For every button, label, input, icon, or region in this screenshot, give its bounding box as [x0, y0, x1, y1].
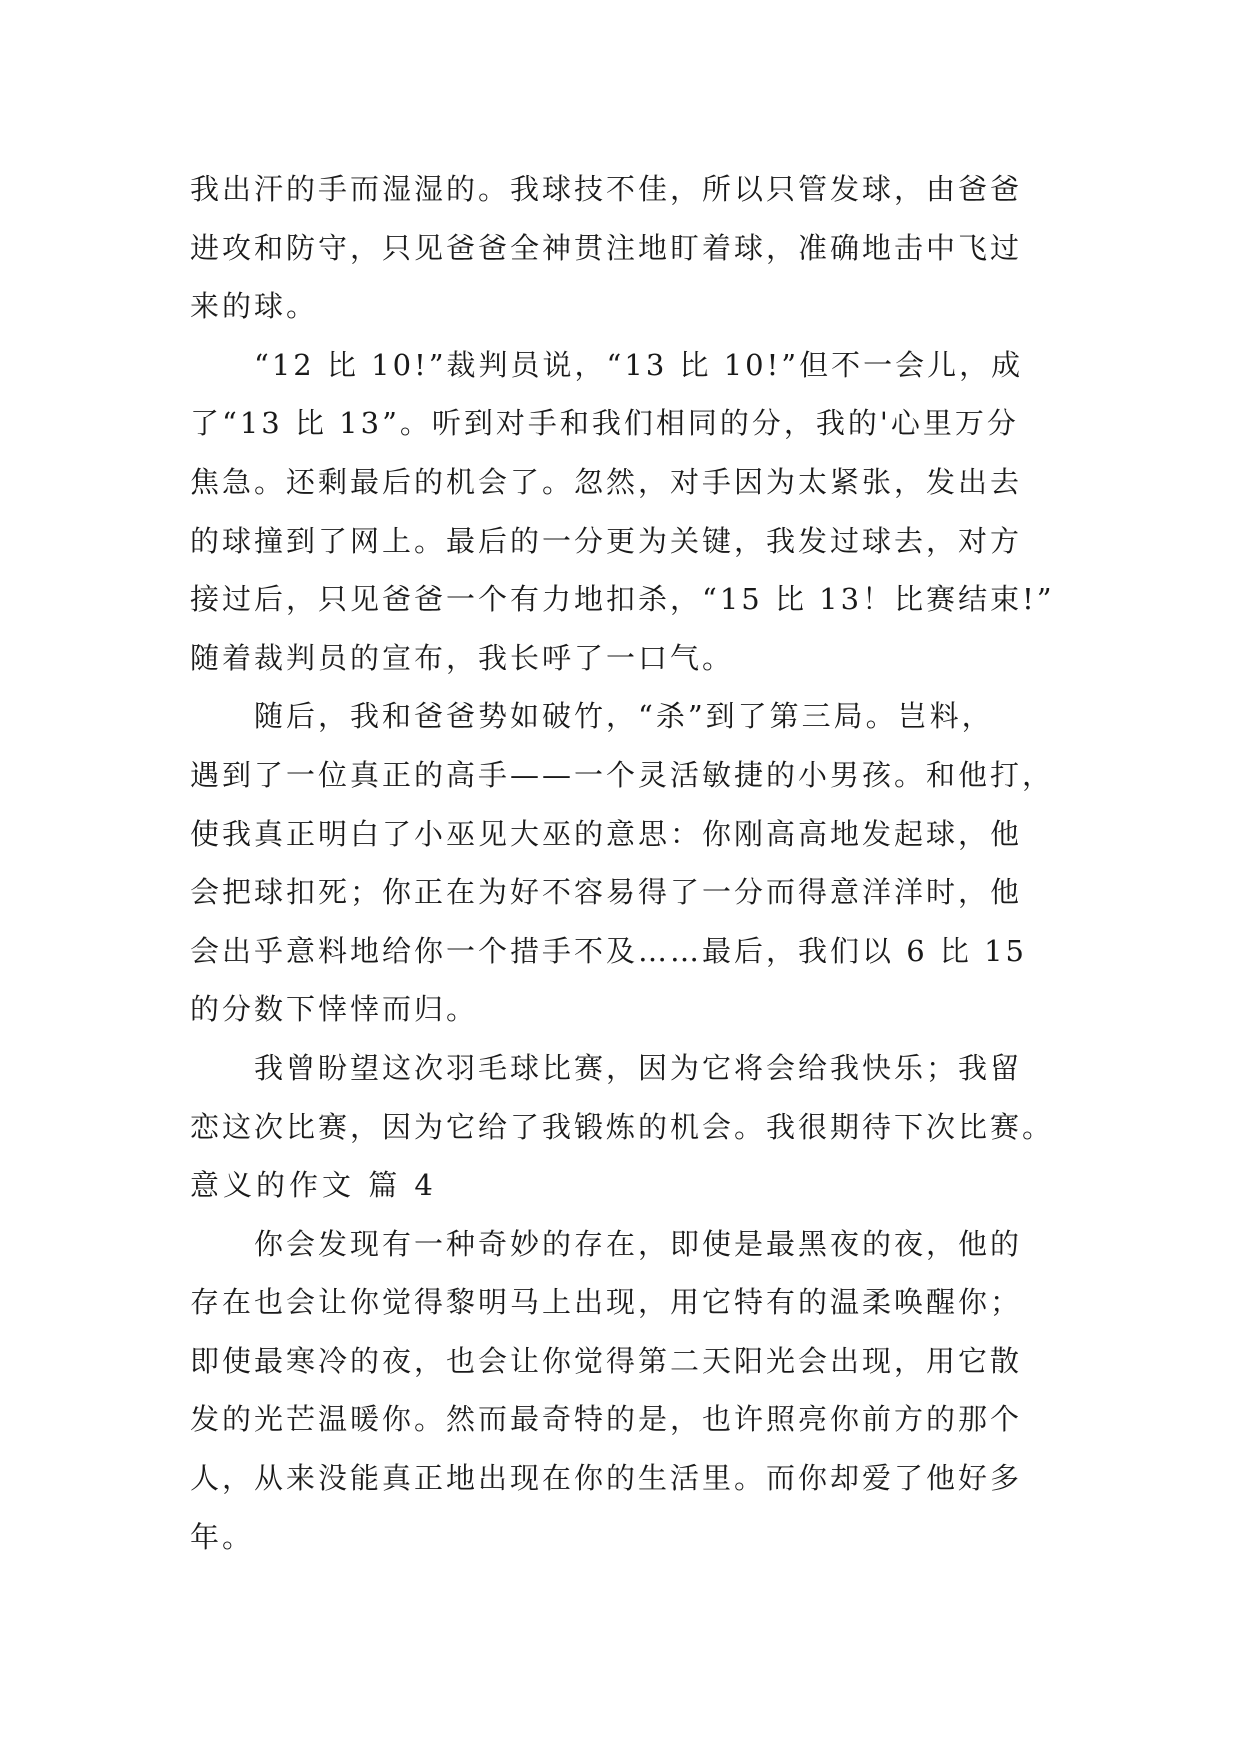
document-body — [190, 160, 1070, 1566]
text-line: “12 比 10!”裁判员说，“13 比 10!”但不一会儿，成 — [254, 347, 1024, 382]
text-line: 了“13 比 13”。听到对手和我们相同的分，我的'心里万分 — [190, 406, 1019, 441]
text-line: 恋这次比赛，因为它给了我锻炼的机会。我很期待下次比赛。 — [190, 1109, 1055, 1144]
text-line: 的球撞到了网上。最后的一分更为关键，我发过球去，对方 — [190, 523, 1023, 558]
text-line: 年。 — [190, 1519, 255, 1554]
paragraph-mysterious-presence — [190, 1215, 1070, 1567]
text-line: 我曾盼望这次羽毛球比赛，因为它将会给我快乐；我留 — [254, 1050, 1023, 1085]
text-line: 焦急。还剩最后的机会了。忽然，对手因为太紧张，发出去 — [190, 464, 1023, 499]
text-line: 遇到了一位真正的高手——一个灵活敏捷的小男孩。和他打， — [190, 757, 1055, 792]
text-line: 的分数下悻悻而归。 — [190, 992, 479, 1027]
text-line: 我出汗的手而湿湿的。我球技不佳，所以只管发球，由爸爸 — [190, 172, 1023, 206]
text-line: 即使最寒冷的夜，也会让你觉得第二天阳光会出现，用它散 — [190, 1343, 1023, 1378]
text-line: 进攻和防守，只见爸爸全神贯注地盯着球，准确地击中飞过 — [190, 230, 1023, 265]
text-line: 随后，我和爸爸势如破竹，“杀”到了第三局。岂料， — [254, 699, 994, 734]
text-line: 人，从来没能真正地出现在你的生活里。而你却爱了他好多 — [190, 1461, 1023, 1496]
text-line: 使我真正明白了小巫见大巫的意思：你刚高高地发起球，他 — [190, 816, 1023, 851]
text-line: 存在也会让你觉得黎明马上出现，用它特有的温柔唤醒你； — [190, 1285, 1023, 1320]
text-line: 接过后，只见爸爸一个有力地扣杀，“15 比 13！比赛结束!” — [190, 582, 1055, 617]
text-line: 你会发现有一种奇妙的存在，即使是最黑夜的夜，他的 — [254, 1226, 1023, 1261]
section-heading: 意义的作文 篇 4 — [190, 1168, 437, 1203]
text-line: 来的球。 — [190, 289, 319, 324]
text-line: 发的光芒温暖你。然而最奇特的是，也许照亮你前方的那个 — [190, 1402, 1023, 1437]
paragraph-serving — [190, 160, 1070, 336]
paragraph-third-round — [190, 687, 1070, 1039]
text-line: 会出乎意料地给你一个措手不及……最后，我们以 6 比 15 — [190, 933, 1028, 968]
text-line: 会把球扣死；你正在为好不容易得了一分而得意洋洋时，他 — [190, 875, 1023, 910]
paragraph-score — [190, 336, 1070, 688]
text-line: 随着裁判员的宣布，我长呼了一口气。 — [190, 640, 735, 675]
paragraph-conclusion — [190, 1039, 1070, 1156]
